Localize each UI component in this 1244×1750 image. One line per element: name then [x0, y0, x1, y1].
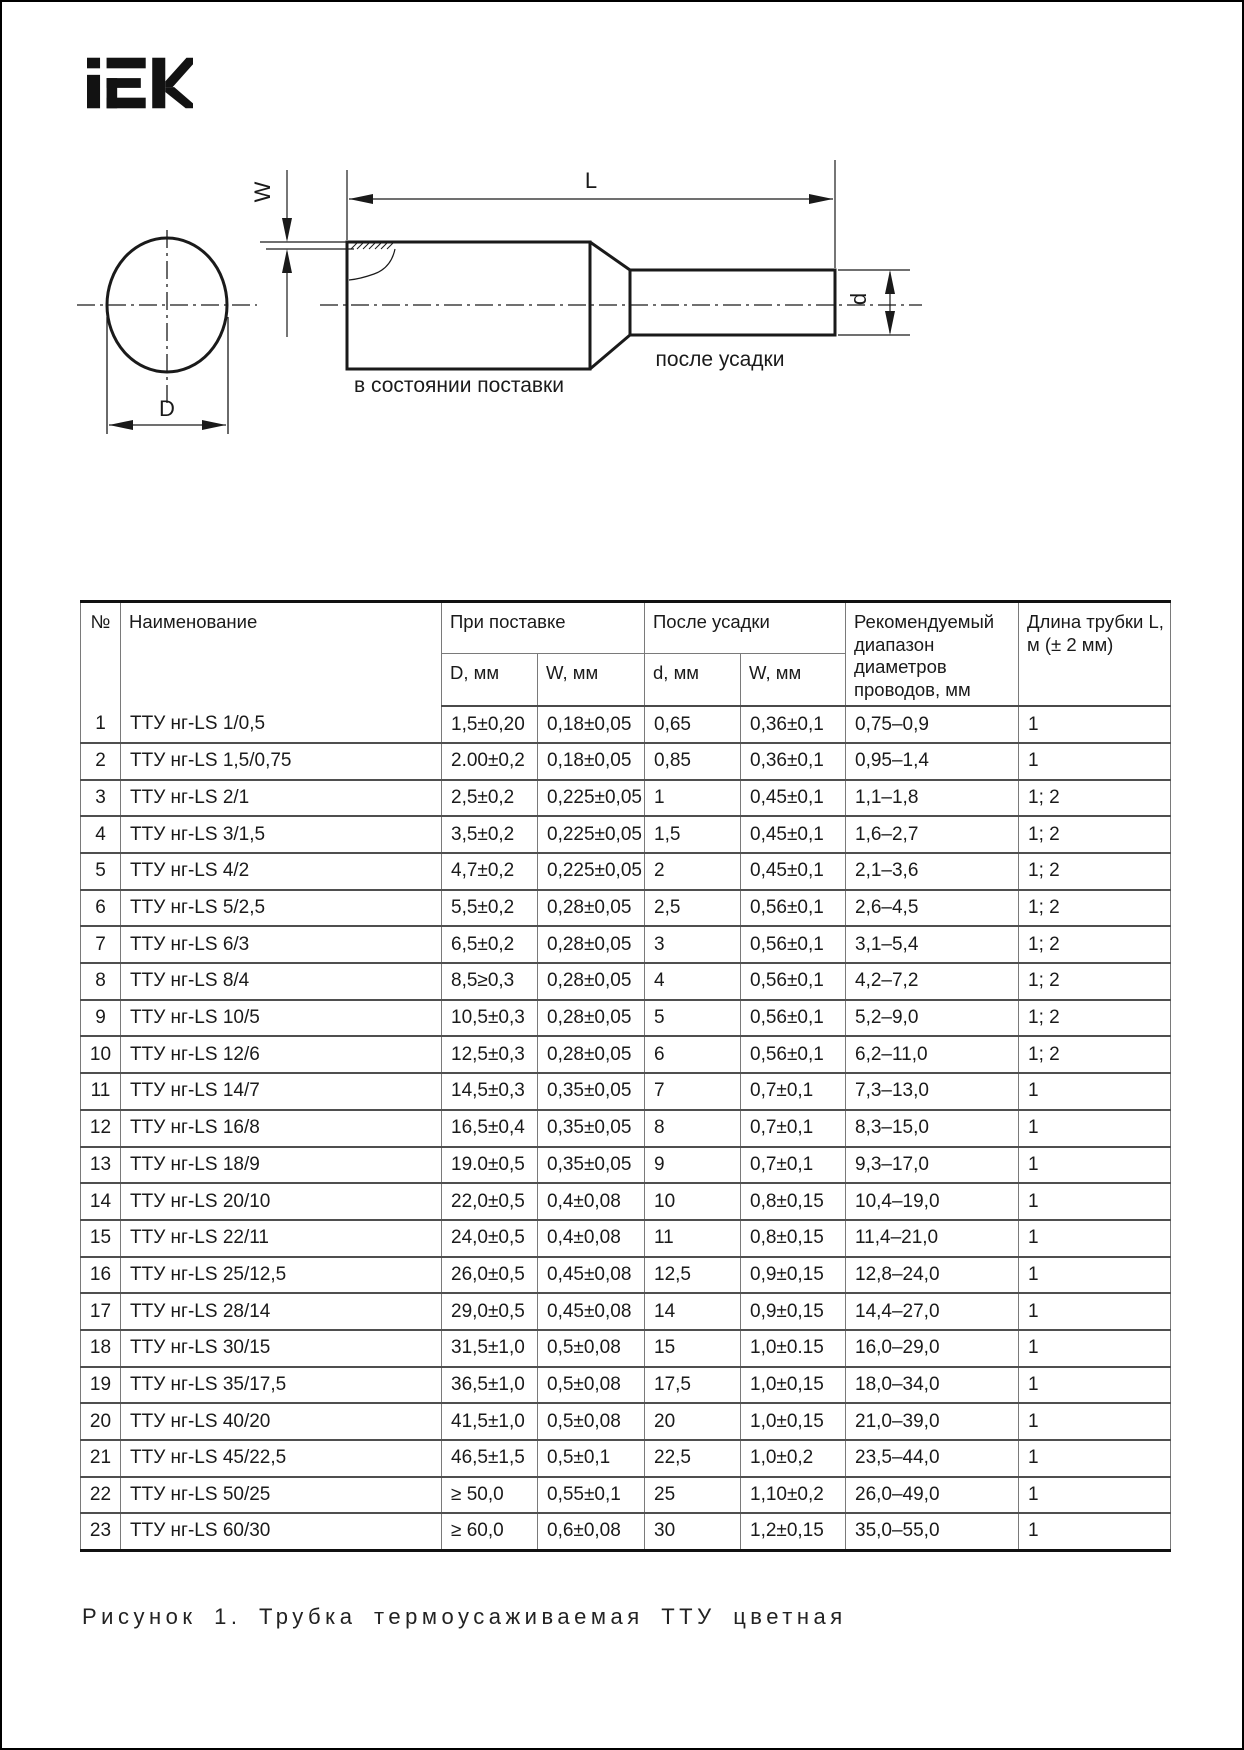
product-name: ТТУ нг-LS 1/0,5 [121, 706, 442, 743]
product-name: ТТУ нг-LS 28/14 [121, 1293, 442, 1330]
wire-diameter-range: 11,4–21,0 [846, 1220, 1019, 1257]
supply-diameter-value: 3,5±0,2 [442, 816, 538, 853]
shrunk-diameter-value: 10 [645, 1183, 741, 1220]
product-name: ТТУ нг-LS 1,5/0,75 [121, 743, 442, 780]
shrunk-diameter-value: 17,5 [645, 1367, 741, 1404]
supply-wall-value: 0,5±0,08 [538, 1403, 645, 1440]
tube-length-value: 1 [1019, 1330, 1171, 1367]
dimension-arrow [282, 218, 292, 242]
product-name: ТТУ нг-LS 14/7 [121, 1073, 442, 1110]
supply-diameter-value: 36,5±1,0 [442, 1367, 538, 1404]
wire-diameter-range: 1,6–2,7 [846, 816, 1019, 853]
supply-wall-value: 0,45±0,08 [538, 1293, 645, 1330]
tube-length-value: 1 [1019, 1403, 1171, 1440]
supply-diameter-value: 46,5±1,5 [442, 1440, 538, 1477]
table-row [81, 1257, 1171, 1294]
supply-wall-value: 0,28±0,05 [538, 1000, 645, 1037]
supply-diameter-value: 10,5±0,3 [442, 1000, 538, 1037]
product-name: ТТУ нг-LS 6/3 [121, 926, 442, 963]
shrunk-diameter-value: 4 [645, 963, 741, 1000]
table-row [81, 1183, 1171, 1220]
shrunk-diameter-value: 2 [645, 853, 741, 890]
shrunk-diameter-value: 20 [645, 1403, 741, 1440]
wire-diameter-range: 23,5–44,0 [846, 1440, 1019, 1477]
tube-length-value: 1 [1019, 1477, 1171, 1514]
wire-diameter-range: 6,2–11,0 [846, 1036, 1019, 1073]
dimension-arrow [885, 311, 895, 335]
wire-diameter-range: 3,1–5,4 [846, 926, 1019, 963]
supply-diameter-value: 8,5≥0,3 [442, 963, 538, 1000]
table-row [81, 1073, 1171, 1110]
shrunk-wall-value: 0,7±0,1 [741, 1110, 846, 1147]
shrunk-diameter-value: 14 [645, 1293, 741, 1330]
table-row [81, 1147, 1171, 1184]
col-header-tube-length: Длина трубки L, м (± 2 мм) [1019, 602, 1171, 707]
table-row [81, 1110, 1171, 1147]
supply-diameter-value: 4,7±0,2 [442, 853, 538, 890]
shrunk-diameter-value: 22,5 [645, 1440, 741, 1477]
tube-length-value: 1; 2 [1019, 780, 1171, 817]
wire-diameter-range: 14,4–27,0 [846, 1293, 1019, 1330]
row-number: 10 [81, 1036, 121, 1073]
supply-wall-value: 0,225±0,05 [538, 780, 645, 817]
row-number: 8 [81, 963, 121, 1000]
supply-wall-value: 0,18±0,05 [538, 743, 645, 780]
tube-length-value: 1 [1019, 1513, 1171, 1550]
table-row [81, 963, 1171, 1000]
wire-diameter-range: 16,0–29,0 [846, 1330, 1019, 1367]
product-name: ТТУ нг-LS 22/11 [121, 1220, 442, 1257]
table-row [81, 706, 1171, 743]
table-header [81, 602, 1171, 707]
shrunk-wall-value: 0,7±0,1 [741, 1147, 846, 1184]
supply-diameter-value: 19.0±0,5 [442, 1147, 538, 1184]
row-number: 5 [81, 853, 121, 890]
supply-diameter-value: ≥ 60,0 [442, 1513, 538, 1550]
col-header-number: № [81, 602, 121, 707]
row-number: 14 [81, 1183, 121, 1220]
supply-diameter-value: 22,0±0,5 [442, 1183, 538, 1220]
supply-diameter-value: 16,5±0,4 [442, 1110, 538, 1147]
wire-diameter-range: 5,2–9,0 [846, 1000, 1019, 1037]
product-name: ТТУ нг-LS 25/12,5 [121, 1257, 442, 1294]
table-row [81, 1220, 1171, 1257]
product-name: ТТУ нг-LS 4/2 [121, 853, 442, 890]
shrunk-diameter-value: 1,5 [645, 816, 741, 853]
supply-diameter-value: ≥ 50,0 [442, 1477, 538, 1514]
shrunk-diameter-value: 9 [645, 1147, 741, 1184]
shrunk-wall-value: 0,56±0,1 [741, 1000, 846, 1037]
col-header-wire-range: Рекомендуемый диапазон диаметров проводов, мм [846, 602, 1019, 707]
supply-diameter-value: 31,5±1,0 [442, 1330, 538, 1367]
wire-diameter-range: 26,0–49,0 [846, 1477, 1019, 1514]
table-row [81, 926, 1171, 963]
table-row [81, 1367, 1171, 1404]
col-group-supply: При поставке [442, 602, 645, 654]
shrunk-wall-value: 1,10±0,2 [741, 1477, 846, 1514]
wire-diameter-range: 12,8–24,0 [846, 1257, 1019, 1294]
wire-diameter-range: 18,0–34,0 [846, 1367, 1019, 1404]
row-number: 7 [81, 926, 121, 963]
supply-wall-value: 0,45±0,08 [538, 1257, 645, 1294]
shrunk-diameter-value: 25 [645, 1477, 741, 1514]
supply-diameter-value: 41,5±1,0 [442, 1403, 538, 1440]
tube-length-value: 1; 2 [1019, 1036, 1171, 1073]
col-header-after-d: d, мм [645, 654, 741, 706]
shrunk-wall-value: 0,36±0,1 [741, 706, 846, 743]
col-header-name: Наименование [121, 602, 442, 707]
figure-caption: Рисунок 1. Трубка термоусаживаемая ТТУ цветная [82, 1604, 847, 1629]
shrunk-diameter-value: 0,85 [645, 743, 741, 780]
supply-wall-value: 0,225±0,05 [538, 853, 645, 890]
tube-length-value: 1 [1019, 1183, 1171, 1220]
tube-spec-table [80, 600, 1171, 1552]
shrunk-wall-value: 0,7±0,1 [741, 1073, 846, 1110]
tube-length-value: 1 [1019, 706, 1171, 743]
row-number: 15 [81, 1220, 121, 1257]
tube-length-value: 1; 2 [1019, 890, 1171, 927]
shrunk-diameter-value: 5 [645, 1000, 741, 1037]
tube-length-value: 1; 2 [1019, 963, 1171, 1000]
supply-diameter-value: 14,5±0,3 [442, 1073, 538, 1110]
shrunk-wall-value: 0,9±0,15 [741, 1293, 846, 1330]
supply-wall-value: 0,5±0,1 [538, 1440, 645, 1477]
table-row [81, 1477, 1171, 1514]
supply-diameter-value: 2.00±0,2 [442, 743, 538, 780]
table-row [81, 816, 1171, 853]
tube-length-value: 1 [1019, 1257, 1171, 1294]
shrunk-diameter-value: 30 [645, 1513, 741, 1550]
shrunk-wall-value: 0,56±0,1 [741, 1036, 846, 1073]
supply-wall-value: 0,5±0,08 [538, 1367, 645, 1404]
wire-diameter-range: 10,4–19,0 [846, 1183, 1019, 1220]
tube-length-value: 1 [1019, 1147, 1171, 1184]
product-name: ТТУ нг-LS 60/30 [121, 1513, 442, 1550]
shrunk-wall-value: 1,0±0,2 [741, 1440, 846, 1477]
supply-wall-value: 0,35±0,05 [538, 1110, 645, 1147]
tube-length-value: 1 [1019, 1073, 1171, 1110]
shrunk-diameter-value: 6 [645, 1036, 741, 1073]
shrunk-wall-value: 0,8±0,15 [741, 1220, 846, 1257]
tube-length-value: 1 [1019, 1440, 1171, 1477]
shrunk-wall-value: 1,2±0,15 [741, 1513, 846, 1550]
row-number: 21 [81, 1440, 121, 1477]
row-number: 23 [81, 1513, 121, 1550]
wire-diameter-range: 2,6–4,5 [846, 890, 1019, 927]
label-W: W [250, 181, 275, 203]
heat-shrink-tube-drawing [2, 142, 1244, 472]
supply-wall-value: 0,18±0,05 [538, 706, 645, 743]
row-number: 19 [81, 1367, 121, 1404]
shrunk-wall-value: 1,0±0,15 [741, 1367, 846, 1404]
product-name: ТТУ нг-LS 2/1 [121, 780, 442, 817]
table-row [81, 1513, 1171, 1550]
supply-wall-value: 0,28±0,05 [538, 926, 645, 963]
supply-wall-value: 0,35±0,05 [538, 1073, 645, 1110]
shrunk-wall-value: 1,0±0,15 [741, 1403, 846, 1440]
product-name: ТТУ нг-LS 40/20 [121, 1403, 442, 1440]
shrunk-diameter-value: 11 [645, 1220, 741, 1257]
tube-length-value: 1 [1019, 743, 1171, 780]
row-number: 18 [81, 1330, 121, 1367]
wire-diameter-range: 8,3–15,0 [846, 1110, 1019, 1147]
shrunk-wall-value: 0,36±0,1 [741, 743, 846, 780]
product-name: ТТУ нг-LS 12/6 [121, 1036, 442, 1073]
shrunk-diameter-value: 15 [645, 1330, 741, 1367]
row-number: 2 [81, 743, 121, 780]
product-name: ТТУ нг-LS 16/8 [121, 1110, 442, 1147]
tube-length-value: 1 [1019, 1293, 1171, 1330]
supply-diameter-value: 24,0±0,5 [442, 1220, 538, 1257]
product-name: ТТУ нг-LS 20/10 [121, 1183, 442, 1220]
table-row [81, 890, 1171, 927]
supply-diameter-value: 5,5±0,2 [442, 890, 538, 927]
dimension-arrow [885, 270, 895, 294]
table-body [81, 706, 1171, 1550]
label-supply-state: в состоянии поставки [354, 374, 564, 397]
shrunk-wall-value: 0,45±0,1 [741, 816, 846, 853]
product-name: ТТУ нг-LS 8/4 [121, 963, 442, 1000]
shrunk-diameter-value: 1 [645, 780, 741, 817]
shrunk-diameter-value: 2,5 [645, 890, 741, 927]
supply-diameter-value: 1,5±0,20 [442, 706, 538, 743]
tube-length-value: 1; 2 [1019, 926, 1171, 963]
label-after-shrink: после усадки [655, 348, 785, 371]
supply-diameter-value: 26,0±0,5 [442, 1257, 538, 1294]
wire-diameter-range: 1,1–1,8 [846, 780, 1019, 817]
row-number: 3 [81, 780, 121, 817]
dimension-arrow [809, 194, 833, 204]
product-name: ТТУ нг-LS 50/25 [121, 1477, 442, 1514]
shrunk-diameter-value: 3 [645, 926, 741, 963]
row-number: 4 [81, 816, 121, 853]
label-L: L [584, 168, 598, 193]
row-number: 12 [81, 1110, 121, 1147]
wire-diameter-range: 0,75–0,9 [846, 706, 1019, 743]
dimension-arrow [202, 420, 226, 430]
label-D: D [159, 396, 175, 421]
label-d: d [846, 292, 871, 306]
table-row [81, 853, 1171, 890]
supply-wall-value: 0,225±0,05 [538, 816, 645, 853]
shrunk-diameter-value: 0,65 [645, 706, 741, 743]
wire-diameter-range: 0,95–1,4 [846, 743, 1019, 780]
dimension-arrow [349, 194, 373, 204]
row-number: 11 [81, 1073, 121, 1110]
dimension-arrow [109, 420, 133, 430]
product-name: ТТУ нг-LS 30/15 [121, 1330, 442, 1367]
row-number: 16 [81, 1257, 121, 1294]
shrunk-diameter-value: 12,5 [645, 1257, 741, 1294]
col-header-supply-w: W, мм [538, 654, 645, 706]
wire-diameter-range: 35,0–55,0 [846, 1513, 1019, 1550]
shrunk-diameter-value: 8 [645, 1110, 741, 1147]
shrunk-wall-value: 0,8±0,15 [741, 1183, 846, 1220]
col-header-supply-d: D, мм [442, 654, 538, 706]
tube-length-value: 1 [1019, 1110, 1171, 1147]
supply-wall-value: 0,28±0,05 [538, 1036, 645, 1073]
shrunk-wall-value: 1,0±0.15 [741, 1330, 846, 1367]
shrunk-diameter-value: 7 [645, 1073, 741, 1110]
supply-wall-value: 0,55±0,1 [538, 1477, 645, 1514]
wire-diameter-range: 21,0–39,0 [846, 1403, 1019, 1440]
shrunk-wall-value: 0,45±0,1 [741, 780, 846, 817]
supply-wall-value: 0,4±0,08 [538, 1220, 645, 1257]
shrunk-wall-value: 0,56±0,1 [741, 926, 846, 963]
row-number: 20 [81, 1403, 121, 1440]
product-name: ТТУ нг-LS 5/2,5 [121, 890, 442, 927]
product-name: ТТУ нг-LS 10/5 [121, 1000, 442, 1037]
table-row [81, 1036, 1171, 1073]
supply-wall-value: 0,35±0,05 [538, 1147, 645, 1184]
table-row [81, 780, 1171, 817]
product-name: ТТУ нг-LS 18/9 [121, 1147, 442, 1184]
table-row [81, 1330, 1171, 1367]
product-name: ТТУ нг-LS 3/1,5 [121, 816, 442, 853]
supply-wall-value: 0,6±0,08 [538, 1513, 645, 1550]
table-row [81, 1000, 1171, 1037]
row-number: 9 [81, 1000, 121, 1037]
wire-diameter-range: 7,3–13,0 [846, 1073, 1019, 1110]
supply-wall-value: 0,28±0,05 [538, 963, 645, 1000]
table-row [81, 1403, 1171, 1440]
tube-shrunk-outline [630, 270, 835, 335]
wire-diameter-range: 9,3–17,0 [846, 1147, 1019, 1184]
iek-logo-glyphs [87, 58, 193, 109]
row-number: 17 [81, 1293, 121, 1330]
dimension-arrow [282, 249, 292, 273]
col-group-after-shrink: После усадки [645, 602, 846, 654]
wire-diameter-range: 2,1–3,6 [846, 853, 1019, 890]
col-header-after-w: W, мм [741, 654, 846, 706]
shrunk-wall-value: 0,56±0,1 [741, 890, 846, 927]
product-name: ТТУ нг-LS 45/22,5 [121, 1440, 442, 1477]
tube-length-value: 1; 2 [1019, 1000, 1171, 1037]
iek-logo [87, 57, 193, 109]
supply-wall-value: 0,28±0,05 [538, 890, 645, 927]
table-row [81, 1293, 1171, 1330]
row-number: 1 [81, 706, 121, 743]
tube-length-value: 1; 2 [1019, 816, 1171, 853]
row-number: 13 [81, 1147, 121, 1184]
tube-length-value: 1 [1019, 1367, 1171, 1404]
shrunk-wall-value: 0,56±0,1 [741, 963, 846, 1000]
shrunk-wall-value: 0,45±0,1 [741, 853, 846, 890]
wire-diameter-range: 4,2–7,2 [846, 963, 1019, 1000]
tube-length-value: 1; 2 [1019, 853, 1171, 890]
row-number: 6 [81, 890, 121, 927]
tube-length-value: 1 [1019, 1220, 1171, 1257]
row-number: 22 [81, 1477, 121, 1514]
supply-diameter-value: 2,5±0,2 [442, 780, 538, 817]
table-row [81, 1440, 1171, 1477]
supply-diameter-value: 6,5±0,2 [442, 926, 538, 963]
shrunk-wall-value: 0,9±0,15 [741, 1257, 846, 1294]
supply-wall-value: 0,5±0,08 [538, 1330, 645, 1367]
supply-diameter-value: 29,0±0,5 [442, 1293, 538, 1330]
supply-wall-value: 0,4±0,08 [538, 1183, 645, 1220]
supply-diameter-value: 12,5±0,3 [442, 1036, 538, 1073]
product-name: ТТУ нг-LS 35/17,5 [121, 1367, 442, 1404]
table-row [81, 743, 1171, 780]
